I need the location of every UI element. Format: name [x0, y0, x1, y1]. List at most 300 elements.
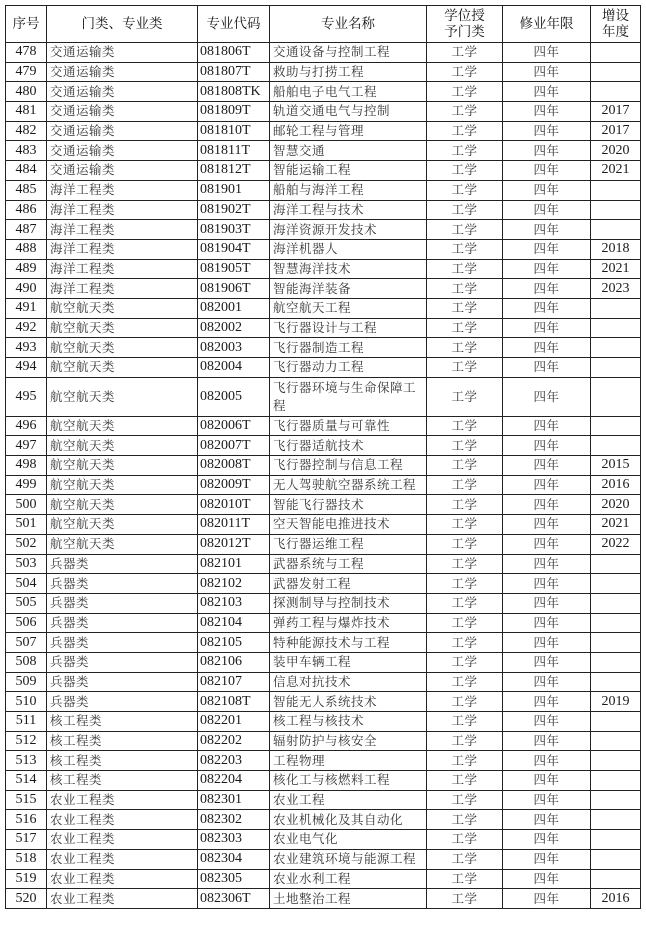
- cell-code: 082011T: [198, 515, 270, 535]
- cell-name: 工程物理: [270, 751, 427, 771]
- cell-duration: 四年: [503, 259, 591, 279]
- cell-name: 海洋工程与技术: [270, 200, 427, 220]
- cell-code: 082204: [198, 771, 270, 791]
- cell-category: 兵器类: [47, 593, 198, 613]
- cell-degree: 工学: [427, 416, 503, 436]
- cell-code: 082301: [198, 790, 270, 810]
- cell-category: 航空航天类: [47, 436, 198, 456]
- cell-duration: 四年: [503, 62, 591, 82]
- cell-category: 兵器类: [47, 613, 198, 633]
- cell-code: 082201: [198, 712, 270, 732]
- cell-seq: 517: [6, 830, 47, 850]
- cell-name: 飞行器制造工程: [270, 338, 427, 358]
- cell-code: 082108T: [198, 692, 270, 712]
- cell-degree: 工学: [427, 82, 503, 102]
- cell-category: 兵器类: [47, 574, 198, 594]
- cell-name: 交通设备与控制工程: [270, 43, 427, 63]
- table-row: [6, 731, 641, 751]
- cell-degree: 工学: [427, 279, 503, 299]
- header-degree: [427, 6, 503, 43]
- cell-degree: 工学: [427, 456, 503, 476]
- cell-degree: 工学: [427, 102, 503, 122]
- cell-duration: 四年: [503, 534, 591, 554]
- cell-duration: 四年: [503, 672, 591, 692]
- header-degree-label: 学位授予门类: [444, 8, 485, 40]
- cell-seq: 516: [6, 810, 47, 830]
- table-row: [6, 456, 641, 476]
- cell-duration: 四年: [503, 554, 591, 574]
- table-row: [6, 121, 641, 141]
- cell-degree: 工学: [427, 436, 503, 456]
- cell-year-added: [591, 790, 641, 810]
- table-row: [6, 692, 641, 712]
- cell-category: 兵器类: [47, 692, 198, 712]
- cell-duration: 四年: [503, 849, 591, 869]
- cell-duration: 四年: [503, 377, 591, 416]
- table-row: [6, 869, 641, 889]
- cell-duration: 四年: [503, 161, 591, 181]
- table-row: [6, 751, 641, 771]
- header-name: 专业名称: [270, 6, 427, 43]
- cell-category: 海洋工程类: [47, 279, 198, 299]
- cell-name: 海洋资源开发技术: [270, 220, 427, 240]
- cell-name: 农业建筑环境与能源工程: [270, 849, 427, 869]
- cell-category: 核工程类: [47, 731, 198, 751]
- cell-category: 航空航天类: [47, 358, 198, 378]
- table-row: [6, 43, 641, 63]
- cell-year-added: 2023: [591, 279, 641, 299]
- cell-seq: 519: [6, 869, 47, 889]
- cell-seq: 499: [6, 475, 47, 495]
- cell-degree: 工学: [427, 613, 503, 633]
- cell-name: 智能飞行器技术: [270, 495, 427, 515]
- cell-seq: 497: [6, 436, 47, 456]
- cell-duration: 四年: [503, 771, 591, 791]
- cell-duration: 四年: [503, 200, 591, 220]
- cell-degree: 工学: [427, 180, 503, 200]
- cell-name: 航空航天工程: [270, 298, 427, 318]
- cell-degree: 工学: [427, 790, 503, 810]
- table-row: [6, 613, 641, 633]
- cell-seq: 501: [6, 515, 47, 535]
- cell-year-added: 2016: [591, 889, 641, 909]
- cell-degree: 工学: [427, 220, 503, 240]
- cell-seq: 479: [6, 62, 47, 82]
- cell-degree: 工学: [427, 377, 503, 416]
- cell-name: 船舶与海洋工程: [270, 180, 427, 200]
- cell-duration: 四年: [503, 869, 591, 889]
- cell-year-added: 2020: [591, 141, 641, 161]
- cell-category: 兵器类: [47, 672, 198, 692]
- cell-year-added: 2017: [591, 102, 641, 122]
- cell-name: 农业工程: [270, 790, 427, 810]
- cell-seq: 520: [6, 889, 47, 909]
- cell-seq: 487: [6, 220, 47, 240]
- table-row: [6, 593, 641, 613]
- cell-category: 农业工程类: [47, 889, 198, 909]
- cell-code: 081806T: [198, 43, 270, 63]
- cell-code: 082101: [198, 554, 270, 574]
- cell-name: 无人驾驶航空器系统工程: [270, 475, 427, 495]
- table-row: [6, 377, 641, 416]
- cell-degree: 工学: [427, 475, 503, 495]
- cell-code: 082006T: [198, 416, 270, 436]
- cell-degree: 工学: [427, 495, 503, 515]
- table-row: [6, 771, 641, 791]
- cell-category: 海洋工程类: [47, 200, 198, 220]
- cell-year-added: [591, 751, 641, 771]
- cell-degree: 工学: [427, 692, 503, 712]
- cell-degree: 工学: [427, 43, 503, 63]
- cell-seq: 508: [6, 652, 47, 672]
- cell-code: 081905T: [198, 259, 270, 279]
- cell-category: 农业工程类: [47, 849, 198, 869]
- cell-degree: 工学: [427, 672, 503, 692]
- cell-degree: 工学: [427, 771, 503, 791]
- cell-name: 农业水利工程: [270, 869, 427, 889]
- table-row: [6, 633, 641, 653]
- table-row: [6, 849, 641, 869]
- cell-seq: 500: [6, 495, 47, 515]
- table-row: [6, 515, 641, 535]
- cell-degree: 工学: [427, 318, 503, 338]
- cell-code: 082008T: [198, 456, 270, 476]
- cell-name: 海洋机器人: [270, 239, 427, 259]
- table-row: [6, 810, 641, 830]
- cell-name: 探测制导与控制技术: [270, 593, 427, 613]
- table-row: [6, 318, 641, 338]
- table-row: [6, 180, 641, 200]
- cell-year-added: [591, 298, 641, 318]
- cell-name: 辐射防护与核安全: [270, 731, 427, 751]
- cell-duration: 四年: [503, 574, 591, 594]
- table-row: [6, 574, 641, 594]
- cell-name: 飞行器设计与工程: [270, 318, 427, 338]
- cell-name: 武器发射工程: [270, 574, 427, 594]
- cell-seq: 495: [6, 377, 47, 416]
- cell-category: 交通运输类: [47, 62, 198, 82]
- cell-seq: 518: [6, 849, 47, 869]
- cell-year-added: [591, 633, 641, 653]
- cell-duration: 四年: [503, 318, 591, 338]
- cell-duration: 四年: [503, 279, 591, 299]
- cell-seq: 496: [6, 416, 47, 436]
- cell-category: 核工程类: [47, 751, 198, 771]
- cell-degree: 工学: [427, 515, 503, 535]
- cell-code: 082004: [198, 358, 270, 378]
- cell-category: 航空航天类: [47, 298, 198, 318]
- cell-year-added: [591, 613, 641, 633]
- cell-duration: 四年: [503, 495, 591, 515]
- cell-seq: 504: [6, 574, 47, 594]
- cell-duration: 四年: [503, 475, 591, 495]
- cell-name: 邮轮工程与管理: [270, 121, 427, 141]
- cell-name: 飞行器运维工程: [270, 534, 427, 554]
- cell-duration: 四年: [503, 889, 591, 909]
- cell-category: 航空航天类: [47, 534, 198, 554]
- cell-year-added: 2020: [591, 495, 641, 515]
- table-row: [6, 259, 641, 279]
- cell-duration: 四年: [503, 416, 591, 436]
- cell-code: 082203: [198, 751, 270, 771]
- cell-seq: 478: [6, 43, 47, 63]
- cell-name: 核工程与核技术: [270, 712, 427, 732]
- cell-code: 082010T: [198, 495, 270, 515]
- table-row: [6, 672, 641, 692]
- cell-name: 飞行器环境与生命保障工程: [270, 377, 427, 416]
- cell-name: 信息对抗技术: [270, 672, 427, 692]
- cell-category: 农业工程类: [47, 830, 198, 850]
- cell-duration: 四年: [503, 810, 591, 830]
- cell-category: 交通运输类: [47, 121, 198, 141]
- cell-category: 航空航天类: [47, 338, 198, 358]
- cell-degree: 工学: [427, 338, 503, 358]
- cell-degree: 工学: [427, 751, 503, 771]
- cell-year-added: 2021: [591, 161, 641, 181]
- cell-code: 081906T: [198, 279, 270, 299]
- cell-seq: 490: [6, 279, 47, 299]
- cell-year-added: [591, 358, 641, 378]
- table-row: [6, 82, 641, 102]
- table-row: [6, 239, 641, 259]
- cell-year-added: [591, 200, 641, 220]
- cell-year-added: 2016: [591, 475, 641, 495]
- cell-category: 海洋工程类: [47, 239, 198, 259]
- program-catalog-table-container: [5, 5, 641, 909]
- cell-name: 农业电气化: [270, 830, 427, 850]
- cell-degree: 工学: [427, 712, 503, 732]
- cell-category: 航空航天类: [47, 416, 198, 436]
- cell-duration: 四年: [503, 830, 591, 850]
- cell-duration: 四年: [503, 633, 591, 653]
- cell-year-added: [591, 43, 641, 63]
- cell-name: 武器系统与工程: [270, 554, 427, 574]
- table-row: [6, 358, 641, 378]
- cell-code: 082106: [198, 652, 270, 672]
- cell-category: 航空航天类: [47, 495, 198, 515]
- cell-seq: 486: [6, 200, 47, 220]
- table-row: [6, 416, 641, 436]
- cell-degree: 工学: [427, 810, 503, 830]
- cell-duration: 四年: [503, 731, 591, 751]
- cell-code: 082105: [198, 633, 270, 653]
- cell-category: 兵器类: [47, 652, 198, 672]
- cell-code: 082012T: [198, 534, 270, 554]
- cell-code: 081811T: [198, 141, 270, 161]
- cell-code: 082107: [198, 672, 270, 692]
- table-body: [6, 43, 641, 909]
- header-category: 门类、专业类: [47, 6, 198, 43]
- cell-duration: 四年: [503, 790, 591, 810]
- cell-name: 船舶电子电气工程: [270, 82, 427, 102]
- table-row: [6, 298, 641, 318]
- cell-year-added: [591, 338, 641, 358]
- table-row: [6, 161, 641, 181]
- cell-year-added: 2018: [591, 239, 641, 259]
- table-row: [6, 790, 641, 810]
- cell-degree: 工学: [427, 652, 503, 672]
- cell-year-added: [591, 869, 641, 889]
- cell-category: 航空航天类: [47, 475, 198, 495]
- cell-year-added: [591, 652, 641, 672]
- cell-code: 082009T: [198, 475, 270, 495]
- header-year-added-label: 增设年度: [602, 8, 629, 40]
- header-code: 专业代码: [198, 6, 270, 43]
- cell-degree: 工学: [427, 889, 503, 909]
- table-row: [6, 830, 641, 850]
- cell-year-added: [591, 82, 641, 102]
- cell-duration: 四年: [503, 515, 591, 535]
- cell-category: 航空航天类: [47, 318, 198, 338]
- cell-year-added: 2017: [591, 121, 641, 141]
- cell-year-added: [591, 416, 641, 436]
- cell-seq: 491: [6, 298, 47, 318]
- cell-name: 特种能源技术与工程: [270, 633, 427, 653]
- cell-seq: 481: [6, 102, 47, 122]
- cell-name: 飞行器控制与信息工程: [270, 456, 427, 476]
- cell-year-added: 2019: [591, 692, 641, 712]
- table-row: [6, 652, 641, 672]
- cell-category: 交通运输类: [47, 141, 198, 161]
- cell-year-added: [591, 593, 641, 613]
- table-row: [6, 220, 641, 240]
- program-catalog-table: [5, 5, 641, 909]
- cell-seq: 498: [6, 456, 47, 476]
- cell-seq: 511: [6, 712, 47, 732]
- table-row: [6, 338, 641, 358]
- cell-duration: 四年: [503, 180, 591, 200]
- cell-code: 082002: [198, 318, 270, 338]
- cell-seq: 515: [6, 790, 47, 810]
- cell-name: 农业机械化及其自动化: [270, 810, 427, 830]
- table-row: [6, 712, 641, 732]
- cell-seq: 482: [6, 121, 47, 141]
- cell-year-added: [591, 712, 641, 732]
- cell-duration: 四年: [503, 121, 591, 141]
- cell-seq: 483: [6, 141, 47, 161]
- cell-name: 救助与打捞工程: [270, 62, 427, 82]
- cell-category: 核工程类: [47, 712, 198, 732]
- cell-code: 081902T: [198, 200, 270, 220]
- cell-code: 081904T: [198, 239, 270, 259]
- cell-degree: 工学: [427, 239, 503, 259]
- cell-name: 智能海洋装备: [270, 279, 427, 299]
- cell-seq: 512: [6, 731, 47, 751]
- cell-category: 交通运输类: [47, 161, 198, 181]
- cell-code: 081810T: [198, 121, 270, 141]
- cell-category: 农业工程类: [47, 790, 198, 810]
- cell-degree: 工学: [427, 869, 503, 889]
- cell-duration: 四年: [503, 82, 591, 102]
- cell-name: 轨道交通电气与控制: [270, 102, 427, 122]
- cell-name: 智能运输工程: [270, 161, 427, 181]
- cell-code: 082003: [198, 338, 270, 358]
- cell-degree: 工学: [427, 574, 503, 594]
- table-row: [6, 436, 641, 456]
- cell-category: 海洋工程类: [47, 180, 198, 200]
- cell-name: 飞行器动力工程: [270, 358, 427, 378]
- cell-code: 082102: [198, 574, 270, 594]
- cell-code: 081903T: [198, 220, 270, 240]
- cell-code: 081812T: [198, 161, 270, 181]
- cell-code: 081809T: [198, 102, 270, 122]
- cell-degree: 工学: [427, 830, 503, 850]
- cell-duration: 四年: [503, 692, 591, 712]
- cell-seq: 503: [6, 554, 47, 574]
- cell-degree: 工学: [427, 358, 503, 378]
- cell-seq: 492: [6, 318, 47, 338]
- table-row: [6, 495, 641, 515]
- table-row: [6, 475, 641, 495]
- cell-degree: 工学: [427, 731, 503, 751]
- table-header-row: [6, 6, 641, 43]
- cell-code: 082305: [198, 869, 270, 889]
- cell-year-added: [591, 554, 641, 574]
- table-row: [6, 141, 641, 161]
- cell-category: 兵器类: [47, 633, 198, 653]
- cell-category: 海洋工程类: [47, 259, 198, 279]
- cell-category: 航空航天类: [47, 377, 198, 416]
- cell-year-added: [591, 436, 641, 456]
- cell-category: 核工程类: [47, 771, 198, 791]
- cell-duration: 四年: [503, 43, 591, 63]
- cell-seq: 480: [6, 82, 47, 102]
- cell-name: 装甲车辆工程: [270, 652, 427, 672]
- header-duration: 修业年限: [503, 6, 591, 43]
- cell-year-added: 2021: [591, 259, 641, 279]
- cell-category: 航空航天类: [47, 456, 198, 476]
- cell-duration: 四年: [503, 652, 591, 672]
- cell-code: 082103: [198, 593, 270, 613]
- cell-code: 082202: [198, 731, 270, 751]
- cell-code: 081901: [198, 180, 270, 200]
- cell-degree: 工学: [427, 633, 503, 653]
- cell-year-added: [591, 574, 641, 594]
- table-row: [6, 534, 641, 554]
- table-row: [6, 554, 641, 574]
- table-row: [6, 102, 641, 122]
- cell-duration: 四年: [503, 102, 591, 122]
- cell-code: 082306T: [198, 889, 270, 909]
- cell-code: 082104: [198, 613, 270, 633]
- cell-duration: 四年: [503, 338, 591, 358]
- cell-duration: 四年: [503, 141, 591, 161]
- cell-name: 飞行器质量与可靠性: [270, 416, 427, 436]
- table-row: [6, 889, 641, 909]
- cell-seq: 502: [6, 534, 47, 554]
- cell-seq: 509: [6, 672, 47, 692]
- cell-name: 智慧海洋技术: [270, 259, 427, 279]
- cell-code: 082302: [198, 810, 270, 830]
- cell-category: 农业工程类: [47, 869, 198, 889]
- cell-degree: 工学: [427, 593, 503, 613]
- cell-name: 空天智能电推进技术: [270, 515, 427, 535]
- cell-name: 智慧交通: [270, 141, 427, 161]
- cell-year-added: [591, 180, 641, 200]
- cell-code: 082001: [198, 298, 270, 318]
- cell-year-added: [591, 672, 641, 692]
- cell-category: 航空航天类: [47, 515, 198, 535]
- cell-name: 智能无人系统技术: [270, 692, 427, 712]
- cell-year-added: 2015: [591, 456, 641, 476]
- cell-seq: 506: [6, 613, 47, 633]
- cell-year-added: 2021: [591, 515, 641, 535]
- cell-code: 082005: [198, 377, 270, 416]
- cell-code: 081807T: [198, 62, 270, 82]
- cell-name: 飞行器适航技术: [270, 436, 427, 456]
- cell-year-added: [591, 377, 641, 416]
- cell-seq: 484: [6, 161, 47, 181]
